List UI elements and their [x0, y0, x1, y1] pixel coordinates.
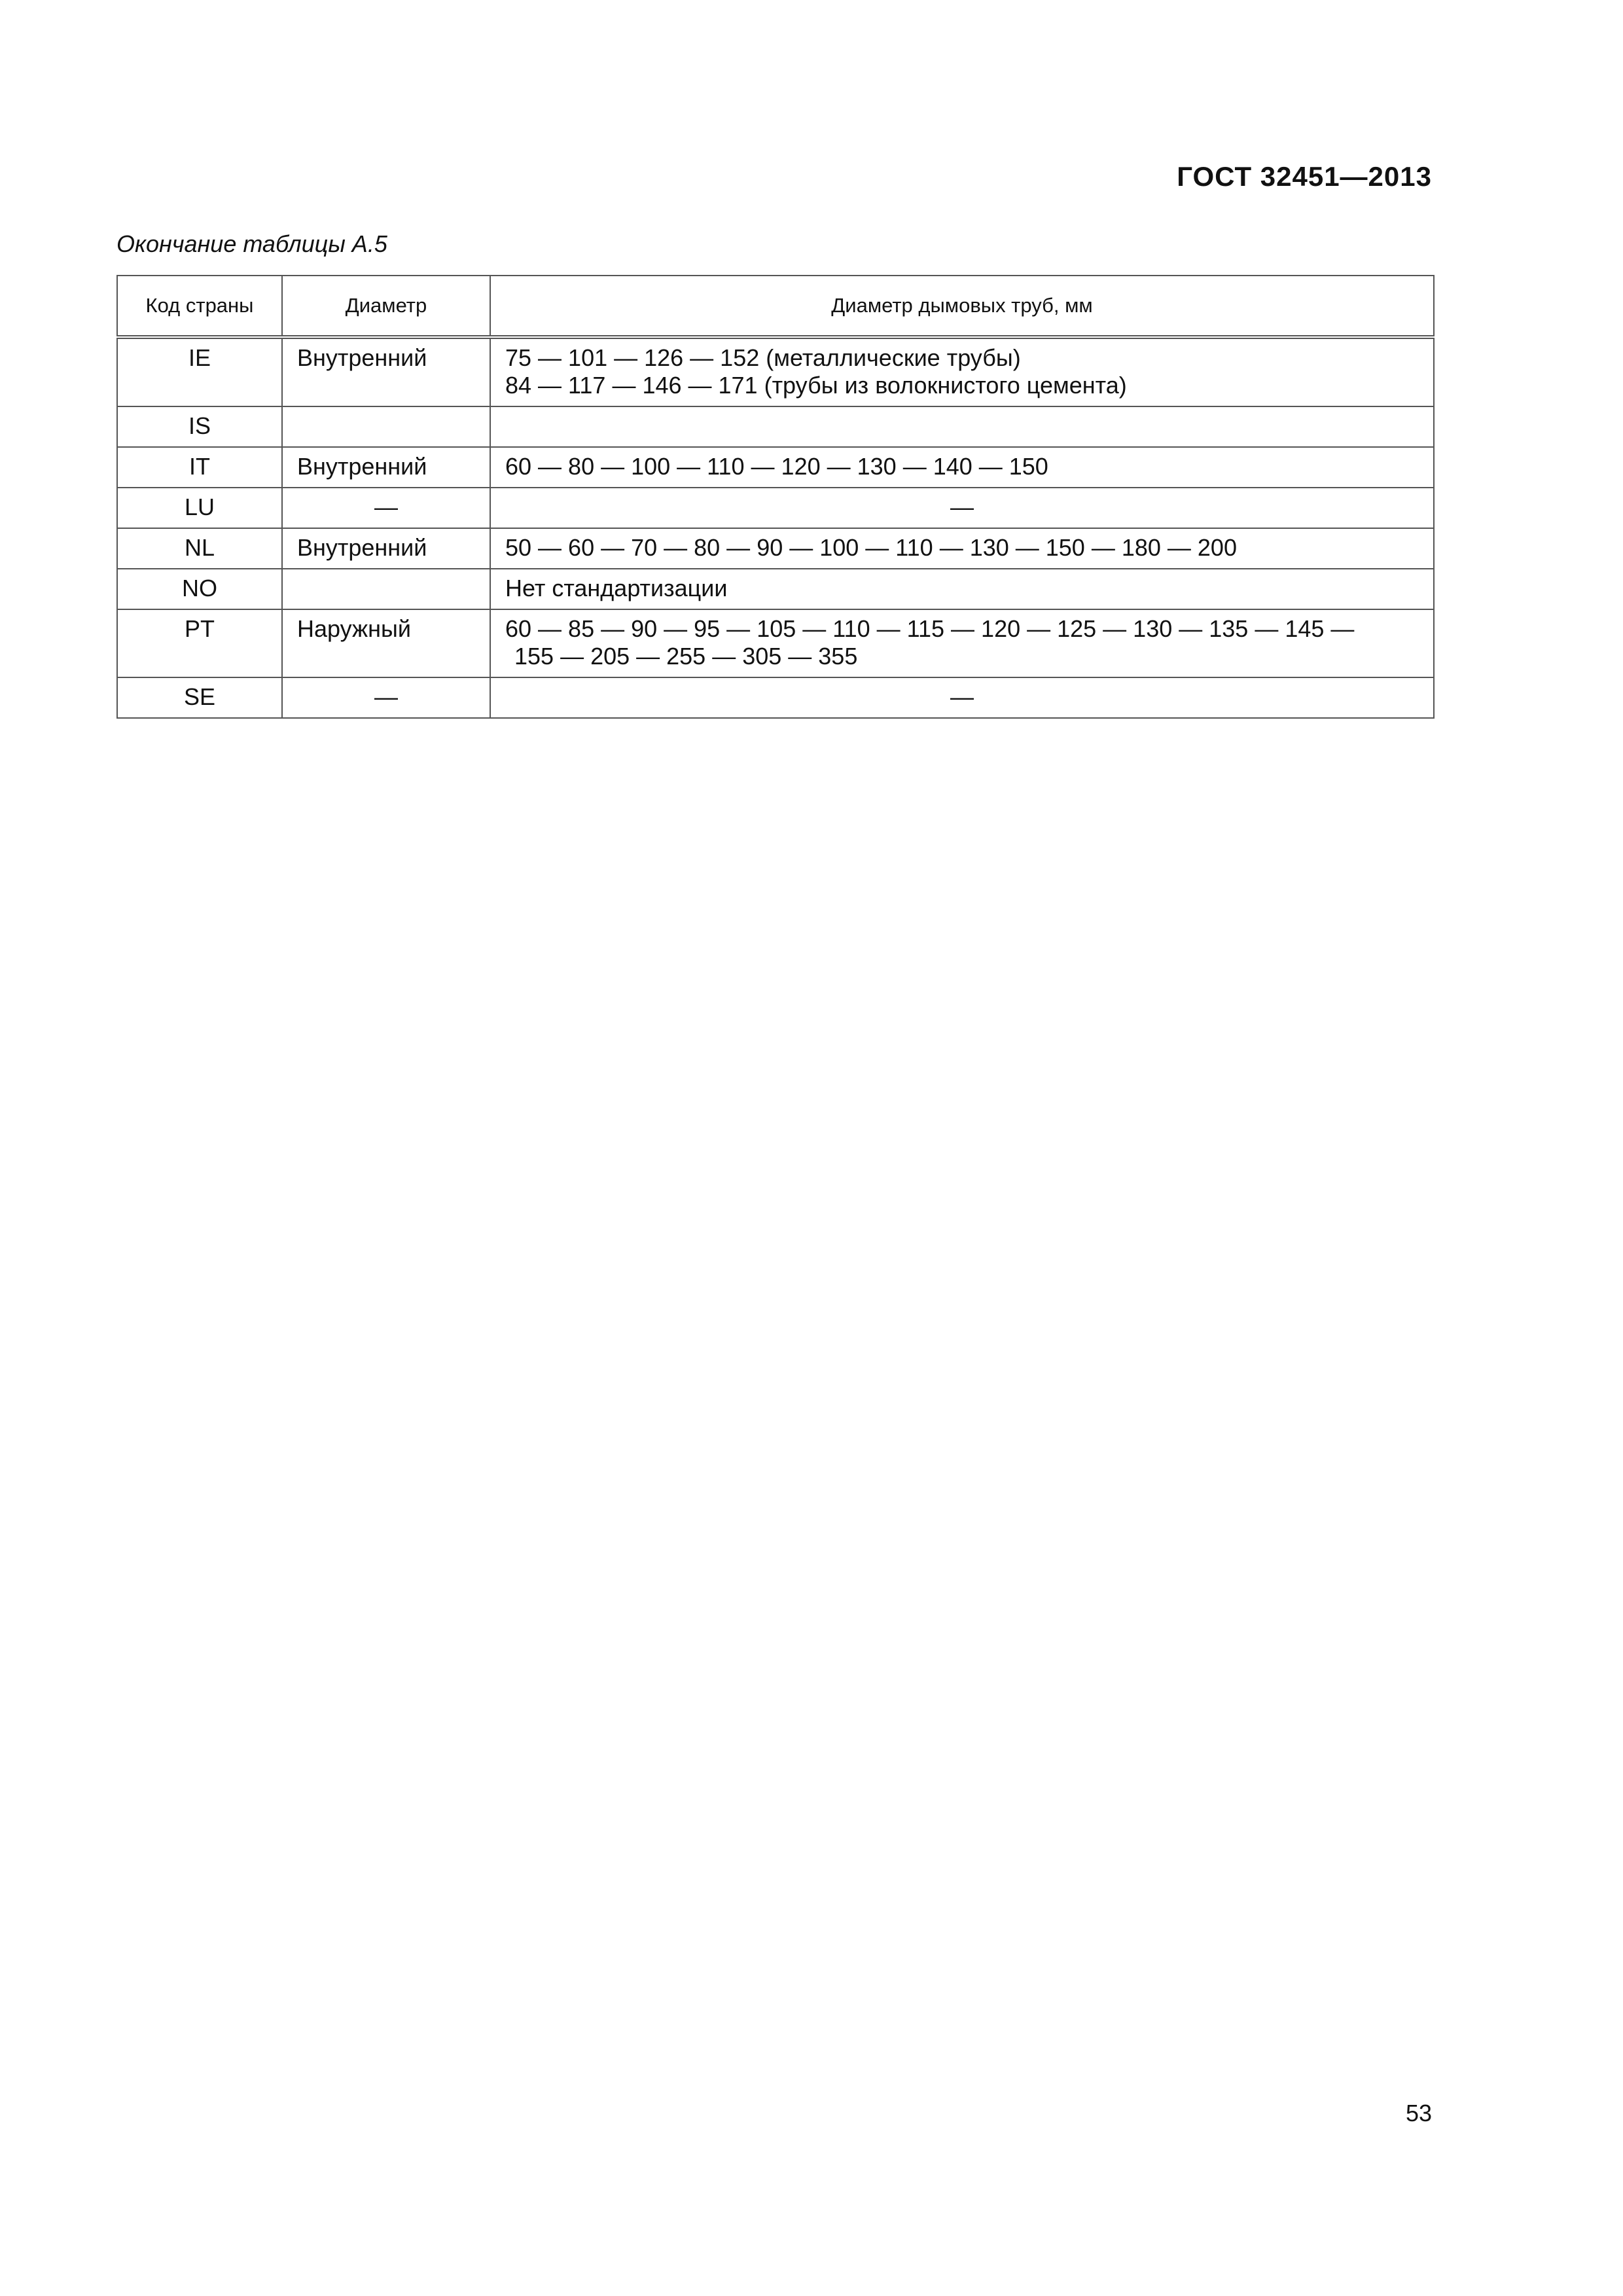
diameter-values-line: Нет стандартизации: [505, 575, 728, 601]
diameter-values-line: 84 — 117 — 146 — 171 (трубы из волокнистого цемента): [505, 372, 1127, 399]
table-row: [117, 488, 1434, 528]
column-header-chimney-diameter: Диаметр дымовых труб, мм: [490, 276, 1434, 337]
diameter-type-cell: [282, 406, 490, 447]
diameter-values-cell: [490, 406, 1434, 447]
table-row: [117, 337, 1434, 406]
diameter-values-line: —: [950, 493, 974, 520]
diameter-values-line: 155 — 205 — 255 — 305 — 355: [514, 643, 858, 670]
table-row: [117, 609, 1434, 677]
table-row: [117, 528, 1434, 569]
diameter-type-cell: Внутренний: [282, 447, 490, 488]
table-row: [117, 406, 1434, 447]
diameter-type-cell: —: [282, 488, 490, 528]
diameter-type-cell: [282, 569, 490, 609]
table-caption: Окончание таблицы А.5: [116, 230, 387, 257]
diameter-values-cell: [490, 447, 1434, 488]
diameter-type-cell: Внутренний: [282, 337, 490, 406]
diameter-values-cell: [490, 337, 1434, 406]
diameter-values-line: —: [950, 683, 974, 710]
column-header-diameter: Диаметр: [282, 276, 490, 337]
country-code-cell: NL: [117, 528, 282, 569]
country-code-cell: IS: [117, 406, 282, 447]
country-code-cell: NO: [117, 569, 282, 609]
diameter-values-cell: [490, 609, 1434, 677]
chimney-diameter-table: [116, 275, 1435, 719]
diameter-values-line: [505, 412, 1419, 440]
country-code-cell: IE: [117, 337, 282, 406]
country-code-cell: SE: [117, 677, 282, 718]
diameter-values-cell: [490, 569, 1434, 609]
table-header-row: [117, 276, 1434, 337]
diameter-values-cell: [490, 677, 1434, 718]
country-code-cell: PT: [117, 609, 282, 677]
table-row: [117, 569, 1434, 609]
document-id: ГОСТ 32451—2013: [1177, 161, 1432, 192]
country-code-cell: LU: [117, 488, 282, 528]
diameter-type-cell: Наружный: [282, 609, 490, 677]
column-header-country-code: Код страны: [117, 276, 282, 337]
diameter-values-line: 75 — 101 — 126 — 152 (металлические трубы): [505, 344, 1021, 371]
table-row: [117, 447, 1434, 488]
country-code-cell: IT: [117, 447, 282, 488]
diameter-type-cell: Внутренний: [282, 528, 490, 569]
table-row: [117, 677, 1434, 718]
page-number: 53: [1405, 2100, 1432, 2126]
diameter-values-cell: [490, 528, 1434, 569]
diameter-values-line: 60 — 80 — 100 — 110 — 120 — 130 — 140 — 150: [505, 453, 1048, 480]
diameter-values-line: 60 — 85 — 90 — 95 — 105 — 110 — 115 — 120 — 125 — 130 — 135 — 145 —: [505, 615, 1355, 642]
diameter-values-cell: [490, 488, 1434, 528]
diameter-type-cell: —: [282, 677, 490, 718]
diameter-values-line: 50 — 60 — 70 — 80 — 90 — 100 — 110 — 130 — 150 — 180 — 200: [505, 534, 1237, 561]
